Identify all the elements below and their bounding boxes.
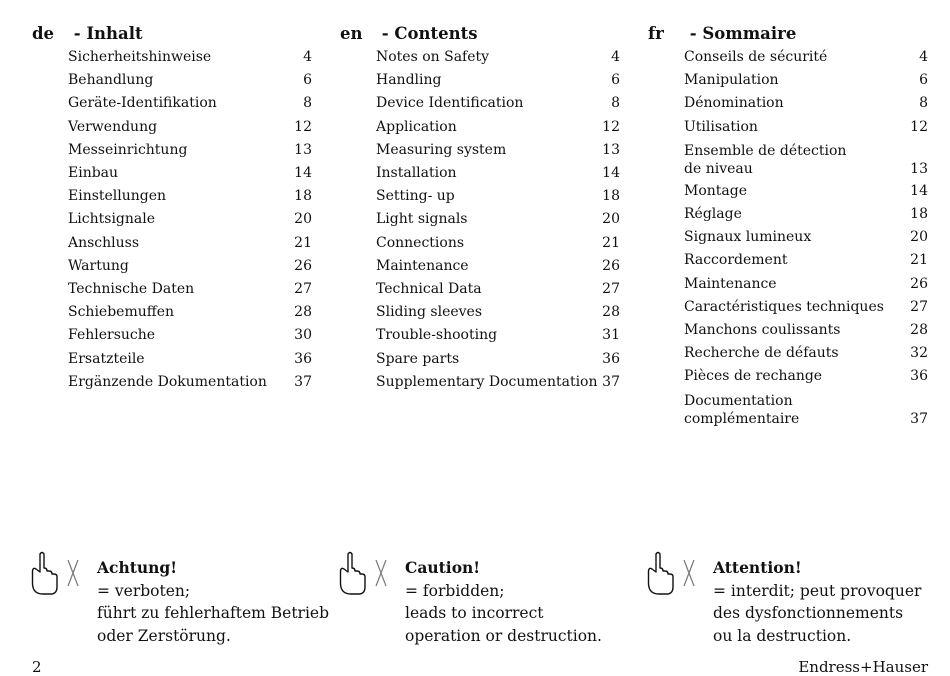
toc-entry — [376, 46, 620, 69]
toc-entry-label — [684, 319, 840, 342]
toc-entry-label-line: Manipulation — [684, 72, 779, 89]
toc-entry-page: 6 — [919, 72, 928, 89]
toc-entry-page: 26 — [294, 257, 312, 274]
toc-entry-label-line: complémentaire — [684, 411, 800, 428]
toc-entry-page: 20 — [910, 229, 928, 246]
toc-entry-page: 18 — [910, 206, 928, 223]
toc-entry — [68, 255, 312, 278]
toc-entry-label-line: Ergänzende Dokumentation — [68, 373, 267, 390]
toc-entry-label — [684, 342, 839, 365]
toc-entry-label — [684, 46, 827, 69]
brand-name: Endress+Hauser — [798, 658, 928, 676]
toc-entry-page: 37 — [602, 373, 620, 390]
toc-entry-page: 21 — [294, 234, 312, 251]
toc-entry-label-line: Light signals — [376, 211, 468, 228]
toc-entry-page: 12 — [602, 118, 620, 135]
toc-entry-label — [68, 46, 211, 69]
toc-entry-label — [376, 324, 497, 347]
toc-entry-page: 31 — [602, 327, 620, 344]
toc-entry — [68, 185, 312, 208]
toc-entry-label-line: Lichtsignale — [68, 211, 156, 228]
toc-entry-page: 20 — [294, 211, 312, 228]
section-title-dash: - — [73, 24, 87, 43]
toc-entry-page: 32 — [910, 345, 928, 362]
toc-entry-label-line: Pièces de rechange — [684, 368, 823, 385]
section-title: Inhalt — [86, 24, 143, 43]
warning-title: Attention! — [713, 558, 802, 577]
toc-entry-label-line: Sliding sleeves — [376, 304, 483, 321]
toc-entry-label-line: Ensemble de détection — [684, 142, 847, 159]
toc-entry-label-line: Sicherheitshinweise — [68, 49, 212, 65]
toc-entry — [376, 139, 620, 162]
toc-entry — [68, 348, 312, 371]
toc-entry-label — [68, 208, 155, 231]
toc-entry-label — [376, 278, 482, 301]
toc-entry — [684, 296, 928, 319]
toc-column-fr — [648, 22, 928, 430]
toc-entry-label — [376, 162, 457, 185]
toc-entry-label — [684, 203, 742, 226]
warning-line: = verboten; — [97, 581, 191, 600]
warning-line: = interdit; peut provoquer — [713, 581, 922, 600]
toc-entry — [68, 92, 312, 115]
warning-line: = forbidden; — [405, 581, 505, 600]
toc-entry-page: 14 — [294, 165, 312, 182]
toc-entry-label — [684, 273, 777, 296]
toc-entry — [376, 371, 620, 394]
toc-entry — [68, 116, 312, 139]
toc-entry-label — [68, 255, 129, 278]
toc-entry-label — [684, 180, 747, 203]
toc-entry-label-line: Maintenance — [376, 257, 469, 274]
toc-entry-page: 28 — [294, 304, 312, 321]
warning-line: leads to incorrect — [405, 604, 544, 622]
toc-entry-label-line: Montage — [684, 182, 747, 199]
toc-entry-label — [684, 365, 822, 388]
toc-entry-label — [684, 116, 758, 139]
toc-entry-label — [68, 348, 145, 371]
toc-entry — [376, 255, 620, 278]
toc-entry-label — [68, 278, 194, 301]
toc-entry-label-line: Installation — [376, 165, 457, 182]
toc-entry-label — [684, 226, 811, 249]
toc-entry-page: 21 — [910, 252, 928, 269]
toc-entry — [684, 69, 928, 92]
toc-entry-label-line: Recherche de défauts — [684, 345, 839, 362]
toc-entry-page: 8 — [303, 95, 312, 112]
toc-entry-label-line: Signaux lumineux — [684, 229, 812, 246]
toc-entry — [68, 46, 312, 69]
toc-entry — [376, 324, 620, 347]
toc-entry-label — [376, 255, 469, 278]
toc-entry-page: 18 — [602, 188, 620, 205]
page-number: 2 — [32, 658, 42, 676]
toc-entry-label-line: Caractéristiques techniques — [684, 298, 884, 315]
toc-entry — [684, 389, 928, 430]
toc-entry — [376, 116, 620, 139]
toc-entry-label-line: Geräte-Identifikation — [68, 95, 217, 112]
toc-entry — [376, 301, 620, 324]
toc-entry-page: 37 — [294, 373, 312, 390]
toc-entry-label-line: Device Identification — [376, 95, 524, 112]
toc-entry-page: 28 — [910, 322, 928, 339]
toc-entry-label-line: Conseils de sécurité — [684, 49, 828, 65]
toc-entry-label-line: Manchons coulissants — [684, 322, 841, 339]
toc-entry-label — [684, 69, 779, 92]
warning-line: führt zu fehlerhaftem Betrieb — [97, 604, 330, 622]
toc-entry — [376, 348, 620, 371]
toc-entry — [376, 69, 620, 92]
toc-entry-page: 12 — [910, 118, 928, 135]
toc-entry-label-line: Handling — [376, 72, 442, 89]
language-code: fr — [648, 24, 664, 43]
toc-entry-label-line: Utilisation — [684, 118, 758, 135]
toc-entry-page: 13 — [602, 141, 620, 158]
language-code: en — [340, 24, 363, 43]
section-title-dash: - — [689, 24, 703, 43]
language-code: de — [32, 24, 55, 43]
toc-entry-page: 4 — [611, 49, 620, 65]
toc-entry — [684, 319, 928, 342]
toc-entry-page: 6 — [611, 72, 620, 89]
toc-list — [340, 46, 620, 394]
toc-entry-label-line: Behandlung — [68, 72, 154, 89]
toc-entry — [376, 92, 620, 115]
toc-entry — [376, 278, 620, 301]
toc-entry-label-line: Raccordement — [684, 252, 788, 269]
warning-title: Caution! — [405, 558, 481, 577]
toc-entry — [376, 162, 620, 185]
toc-entry-label-line: Réglage — [684, 206, 742, 223]
toc-entry-label-line: Fehlersuche — [68, 327, 156, 344]
toc-entry-page: 6 — [303, 72, 312, 89]
toc-entry-label — [68, 185, 166, 208]
toc-entry — [68, 69, 312, 92]
toc-entry-page: 27 — [602, 281, 620, 298]
toc-entry-page: 37 — [910, 411, 928, 428]
forbidden-cross-icon — [66, 558, 80, 588]
toc-entry-page: 36 — [602, 350, 620, 367]
toc-entry-label-line: Spare parts — [376, 350, 460, 367]
pointing-hand-icon — [30, 550, 60, 596]
toc-entry-label-line: Verwendung — [68, 118, 158, 135]
toc-entry — [68, 324, 312, 347]
section-heading — [32, 22, 312, 46]
toc-entry-page: 26 — [602, 257, 620, 274]
toc-entry-label — [376, 301, 482, 324]
toc-entry-label-line: Measuring system — [376, 141, 507, 158]
toc-entry-label-line: Einstellungen — [68, 188, 167, 205]
toc-entry-label — [68, 371, 267, 394]
toc-entry-label — [68, 324, 155, 347]
toc-entry-page: 21 — [602, 234, 620, 251]
toc-entry-label — [68, 139, 187, 162]
toc-entry-page: 8 — [919, 95, 928, 112]
toc-entry-page: 28 — [602, 304, 620, 321]
toc-entry-label-line: de niveau — [684, 161, 753, 178]
toc-entry-label — [376, 232, 464, 255]
toc-entry-label — [684, 142, 846, 179]
toc-entry-label — [68, 162, 118, 185]
toc-entry — [684, 226, 928, 249]
toc-entry-label-line: Setting- up — [376, 188, 455, 205]
toc-entry — [684, 342, 928, 365]
toc-entry — [68, 371, 312, 394]
toc-entry-label — [684, 249, 787, 272]
toc-entry — [68, 139, 312, 162]
toc-entry-page: 13 — [910, 161, 928, 178]
warning-line: ou la destruction. — [713, 626, 852, 645]
section-title: Sommaire — [702, 24, 797, 43]
toc-entry — [684, 365, 928, 388]
toc-entry-label-line: Notes on Safety — [376, 49, 490, 65]
toc-entry-label — [376, 92, 523, 115]
forbidden-cross-icon — [682, 558, 696, 588]
toc-entry-label — [376, 46, 489, 69]
toc-entry — [684, 249, 928, 272]
toc-entry — [376, 232, 620, 255]
toc-entry — [684, 46, 928, 69]
toc-entry-label — [376, 185, 455, 208]
toc-entry-label-line: Dénomination — [684, 95, 784, 112]
toc-entry-label-line: Schiebemuffen — [68, 304, 174, 321]
toc-entry — [684, 273, 928, 296]
toc-entry-label-line: Supplementary Documentation — [376, 373, 598, 390]
toc-entry-page: 8 — [611, 95, 620, 112]
toc-entry-page: 13 — [294, 141, 312, 158]
toc-entry-label — [376, 139, 506, 162]
toc-entry-label — [376, 116, 457, 139]
toc-entry-label — [68, 232, 139, 255]
pointing-hand-icon — [338, 550, 368, 596]
toc-entry-page: 4 — [919, 49, 928, 65]
toc-entry-label-line: Connections — [376, 234, 465, 251]
toc-entry-label — [68, 69, 153, 92]
toc-entry-label — [684, 296, 884, 319]
section-title: Contents — [394, 24, 478, 43]
toc-entry — [684, 180, 928, 203]
pointing-hand-icon — [646, 550, 676, 596]
toc-entry — [684, 203, 928, 226]
toc-entry-label-line: Einbau — [68, 165, 119, 182]
toc-entry-page: 30 — [294, 327, 312, 344]
warning-text — [97, 557, 330, 647]
toc-entry-label — [68, 116, 157, 139]
section-heading — [648, 22, 928, 46]
toc-entry-page: 14 — [602, 165, 620, 182]
toc-entry-page: 26 — [910, 275, 928, 292]
toc-column-de — [32, 22, 312, 394]
toc-entry — [68, 208, 312, 231]
section-title-dash: - — [381, 24, 395, 43]
toc-entry-label — [376, 348, 459, 371]
toc-entry-label-line: Technical Data — [376, 281, 482, 298]
toc-entry-page: 4 — [303, 49, 312, 65]
toc-entry — [376, 185, 620, 208]
toc-entry-label-line: Application — [376, 118, 457, 135]
toc-entry-label — [68, 301, 174, 324]
toc-entry-page: 27 — [294, 281, 312, 298]
toc-entry — [68, 278, 312, 301]
toc-entry — [68, 162, 312, 185]
toc-entry-label — [68, 92, 217, 115]
toc-entry-label — [684, 392, 799, 429]
toc-entry-label-line: Trouble-shooting — [376, 327, 498, 344]
toc-list — [32, 46, 312, 394]
toc-list — [648, 46, 928, 430]
toc-entry-label-line: Technische Daten — [68, 281, 195, 298]
toc-entry-page: 18 — [294, 188, 312, 205]
toc-entry — [376, 208, 620, 231]
toc-entry-label-line: Documentation — [684, 392, 793, 409]
toc-entry — [68, 301, 312, 324]
toc-entry-page: 36 — [294, 350, 312, 367]
toc-entry — [684, 139, 928, 180]
toc-entry-label — [376, 371, 598, 394]
toc-column-en — [340, 22, 620, 394]
section-heading — [340, 22, 620, 46]
toc-entry-label-line: Wartung — [68, 257, 129, 274]
toc-entry-page: 36 — [910, 368, 928, 385]
toc-entry-label — [376, 69, 441, 92]
toc-entry — [684, 92, 928, 115]
warning-text — [713, 557, 943, 647]
toc-entry-label-line: Ersatzteile — [68, 350, 145, 367]
warning-line: operation or destruction. — [405, 626, 602, 645]
toc-entry-label-line: Anschluss — [68, 234, 140, 251]
toc-entry-label-line: Maintenance — [684, 275, 777, 292]
toc-entry-page: 14 — [910, 182, 928, 199]
toc-entry-label — [376, 208, 467, 231]
toc-entry-label-line: Messeinrichtung — [68, 141, 188, 158]
warning-line: oder Zerstörung. — [97, 626, 231, 645]
toc-entry-page: 12 — [294, 118, 312, 135]
toc-entry — [68, 232, 312, 255]
toc-entry — [684, 116, 928, 139]
toc-entry-page: 20 — [602, 211, 620, 228]
toc-entry-page: 27 — [910, 298, 928, 315]
warning-text — [405, 557, 635, 647]
forbidden-cross-icon — [374, 558, 388, 588]
toc-entry-label — [684, 92, 784, 115]
warning-line: des dysfonctionnements — [713, 604, 904, 622]
warning-title: Achtung! — [97, 558, 178, 577]
